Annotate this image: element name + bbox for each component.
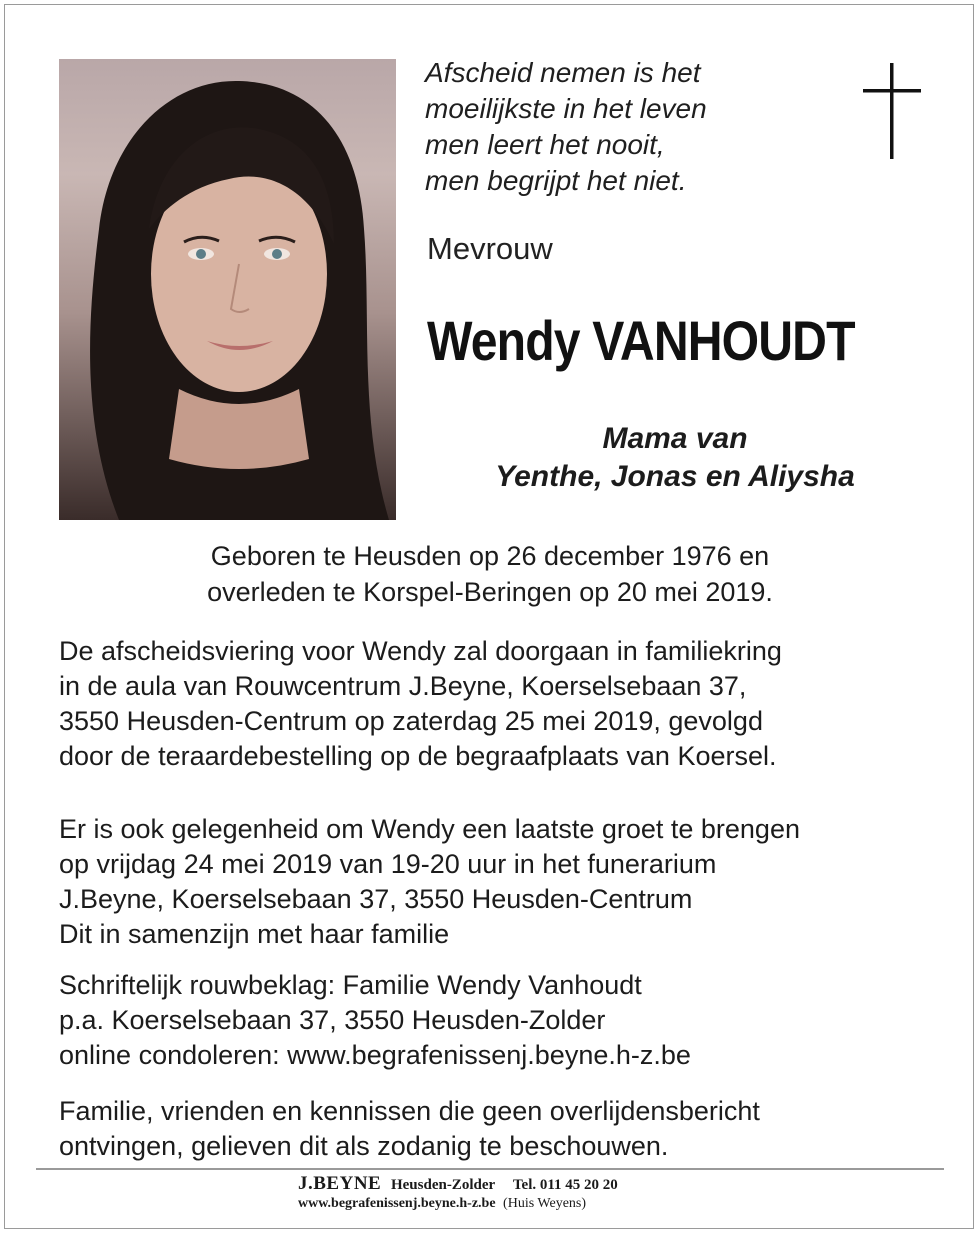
funeral-home-brand: J.BEYNE bbox=[298, 1173, 382, 1194]
poem bbox=[425, 55, 707, 199]
paragraph-line: in de aula van Rouwcentrum J.Beyne, Koerselsebaan 37, bbox=[59, 671, 747, 701]
poem-line: moeilijkste in het leven bbox=[425, 93, 707, 124]
funeral-home-url: www.begrafenissenj.beyne.h-z.be bbox=[298, 1196, 496, 1211]
funeral-home-location: Heusden-Zolder bbox=[390, 1177, 496, 1193]
funeral-home-house: (Huis Weyens) bbox=[503, 1196, 587, 1211]
portrait-illustration bbox=[59, 59, 396, 520]
honorific: Mevrouw bbox=[427, 231, 553, 266]
paragraph-line: door de teraardebestelling op de begraafplaats van Koersel. bbox=[59, 741, 777, 771]
condolence-paragraph bbox=[59, 968, 691, 1073]
cross-icon bbox=[863, 63, 921, 159]
paragraph-line: De afscheidsviering voor Wendy zal doorgaan in familiekring bbox=[59, 636, 782, 666]
paragraph-line: Schriftelijk rouwbeklag: Familie Wendy Vanhoudt bbox=[59, 970, 642, 1000]
paragraph-line: ontvingen, gelieven dit als zodanig te beschouwen. bbox=[59, 1131, 669, 1161]
poem-line: men begrijpt het niet. bbox=[425, 165, 687, 196]
notice-paragraph bbox=[59, 1094, 760, 1164]
death-line: overleden te Korspel-Beringen op 20 mei 2019. bbox=[207, 577, 773, 607]
ceremony-paragraph bbox=[59, 634, 782, 774]
birth-line: Geboren te Heusden op 26 december 1976 en bbox=[210, 541, 770, 571]
paragraph-line: Familie, vrienden en kennissen die geen overlijdensbericht bbox=[59, 1096, 760, 1126]
paragraph-line: online condoleren: www.begrafenissenj.beyne.h-z.be bbox=[59, 1040, 691, 1070]
visitation-paragraph bbox=[59, 812, 800, 952]
paragraph-line: op vrijdag 24 mei 2019 van 19-20 uur in het funerarium bbox=[59, 849, 717, 879]
funeral-home-footer bbox=[298, 1174, 618, 1212]
paragraph-line: Er is ook gelegenheid om Wendy een laatste groet te brengen bbox=[59, 814, 800, 844]
footer-line-1 bbox=[298, 1174, 618, 1195]
footer-divider bbox=[36, 1168, 944, 1170]
children-line: Mama van bbox=[602, 422, 748, 455]
deceased-name-text: Wendy VANHOUDT bbox=[427, 309, 855, 372]
birth-death-block bbox=[0, 538, 980, 610]
paragraph-line: p.a. Koerselsebaan 37, 3550 Heusden-Zolder bbox=[59, 1005, 606, 1035]
children-block bbox=[425, 420, 925, 496]
portrait-photo bbox=[59, 59, 396, 520]
poem-line: men leert het nooit, bbox=[425, 129, 665, 160]
poem-line: Afscheid nemen is het bbox=[425, 57, 701, 88]
children-line: Yenthe, Jonas en Aliysha bbox=[495, 460, 855, 493]
funeral-home-phone: Tel. 011 45 20 20 bbox=[512, 1177, 618, 1193]
paragraph-line: 3550 Heusden-Centrum op zaterdag 25 mei 2019, gevolgd bbox=[59, 706, 763, 736]
deceased-name bbox=[427, 308, 924, 373]
footer-line-2 bbox=[298, 1195, 618, 1212]
paragraph-line: J.Beyne, Koerselsebaan 37, 3550 Heusden-Centrum bbox=[59, 884, 693, 914]
paragraph-line: Dit in samenzijn met haar familie bbox=[59, 919, 450, 949]
